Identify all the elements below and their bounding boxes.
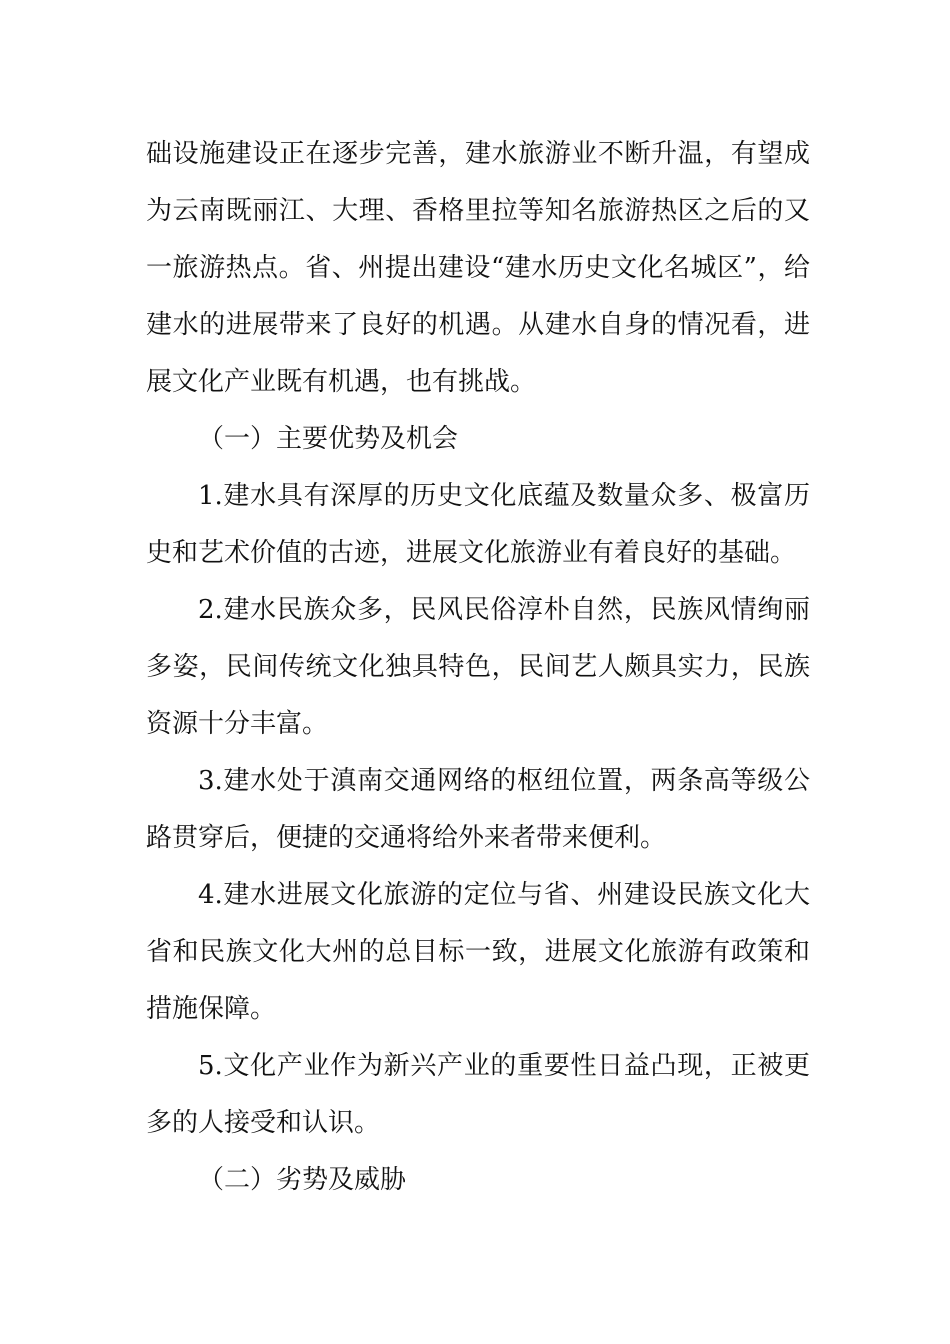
document-body xyxy=(146,126,810,1209)
section-heading-advantages: （一）主要优势及机会 xyxy=(198,424,459,454)
section-heading-disadvantages: （二）劣势及威胁 xyxy=(198,1165,407,1195)
list-item-3: 3.建水处于滇南交通网络的枢纽位置，两条高等级公路贯穿后，便捷的交通将给外来者带来便利。 xyxy=(146,766,810,853)
list-item-5: 5.文化产业作为新兴产业的重要性日益凸现，正被更多的人接受和认识。 xyxy=(146,1051,810,1138)
paragraph-continuation: 础设施建设正在逐步完善，建水旅游业不断升温，有望成为云南既丽江、大理、香格里拉等知名旅游热区之后的又一旅游热点。省、州提出建设“建水历史文化名城区”，给建水的进展带来了良好的机遇。从建水自身的情况看，进展文化产业既有机遇，也有挑战。 xyxy=(146,139,810,397)
list-item-1: 1.建水具有深厚的历史文化底蕴及数量众多、极富历史和艺术价值的古迹，进展文化旅游业有着良好的基础。 xyxy=(146,481,810,568)
list-item-2: 2.建水民族众多，民风民俗淳朴自然，民族风情绚丽多姿，民间传统文化独具特色，民间艺人颇具实力，民族资源十分丰富。 xyxy=(146,595,810,739)
list-item-4: 4.建水进展文化旅游的定位与省、州建设民族文化大省和民族文化大州的总目标一致，进展文化旅游有政策和措施保障。 xyxy=(146,880,810,1024)
